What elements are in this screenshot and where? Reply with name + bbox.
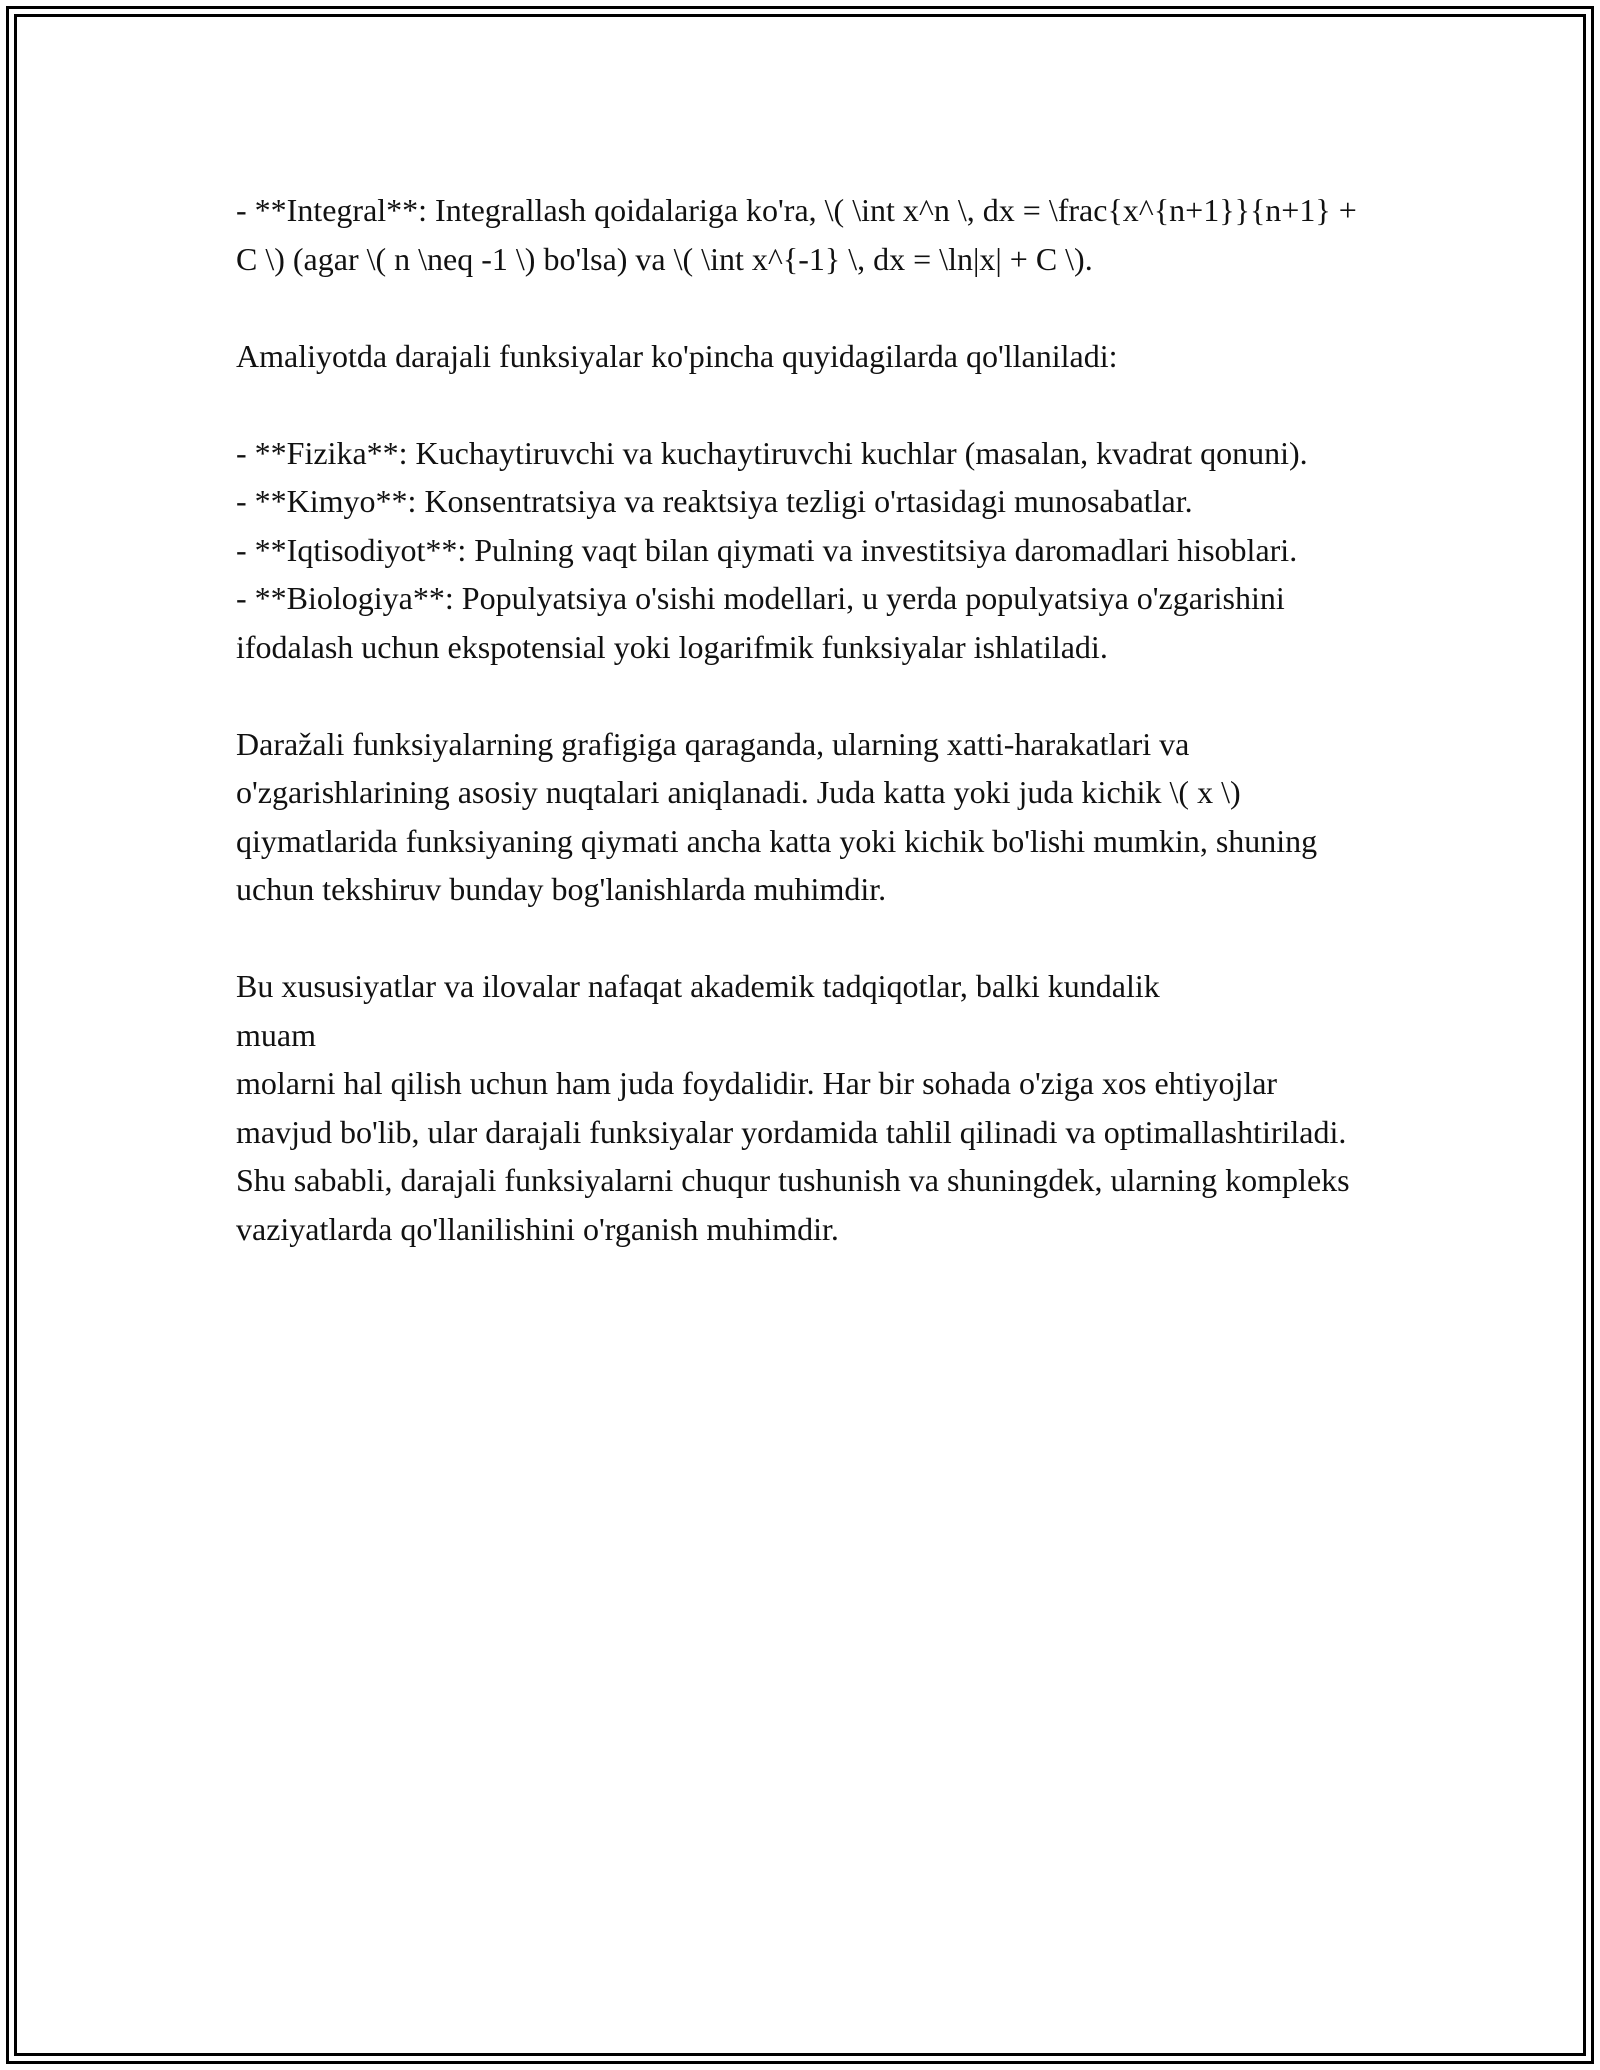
integral-paragraph: - **Integral**: Integrallash qoidalariga ko'ra, \( \int x^n \, dx = \frac{x^{n+1}}{n+1} + C \) (agar \( n \neq -1 \) bo'lsa) va \( \int x^{-1} \, dx = \ln|x| + C \).	[236, 192, 1357, 277]
list-item-iqtisodiyot: - **Iqtisodiyot**: Pulning vaqt bilan qiymati va investitsiya daromadlari hisoblari.	[236, 531, 1298, 568]
final-paragraph-line2: muam	[236, 1016, 316, 1053]
paragraph-gap	[236, 671, 1366, 720]
paragraph-gap	[236, 283, 1366, 332]
list-item-fizika: - **Fizika**: Kuchaytiruvchi va kuchaytiruvchi kuchlar (masalan, kvadrat qonuni).	[236, 434, 1308, 471]
applications-intro: Amaliyotda darajali funksiyalar ko'pincha quyidagilarda qo'llaniladi:	[236, 337, 1118, 374]
final-paragraph-line1: Bu xususiyatlar va ilovalar nafaqat akademik tadqiqotlar, balki kundalik	[236, 968, 1160, 1004]
paragraph-gap	[236, 380, 1366, 429]
list-item-kimyo: - **Kimyo**: Konsentratsiya va reaktsiya tezligi o'rtasidagi munosabatlar.	[236, 483, 1193, 519]
paragraph-gap	[236, 914, 1366, 963]
document-body	[236, 186, 1366, 1253]
graph-paragraph: Daražali funksiyalarning grafigiga qaraganda, ularning xatti-harakatlari va o'zgarishlarining asosiy nuqtalari aniqlanadi. Juda katta yoki juda kichik \( x \) qiymatlarida funksiyaning qiymati ancha katta yoki kichik bo'lishi mumkin, shuning uchun tekshiruv bunday bog'lanishlarda muhimdir.	[236, 725, 1318, 907]
final-paragraph-rest: molarni hal qilish uchun ham juda foydalidir. Har bir sohada o'ziga xos ehtiyojlar mavjud bo'lib, ular darajali funksiyalar yordamida tahlil qilinadi va optimallashtiriladi. Shu sababli, darajali funksiyalarni chuqur tushunish va shuningdek, ularning kompleks vaziyatlarda qo'llanilishini o'rganish muhimdir.	[236, 1065, 1350, 1247]
list-item-biologiya: - **Biologiya**: Populyatsiya o'sishi modellari, u yerda populyatsiya o'zgarishini ifodalash uchun ekspotensial yoki logarifmik funksiyalar ishlatiladi.	[236, 580, 1285, 665]
